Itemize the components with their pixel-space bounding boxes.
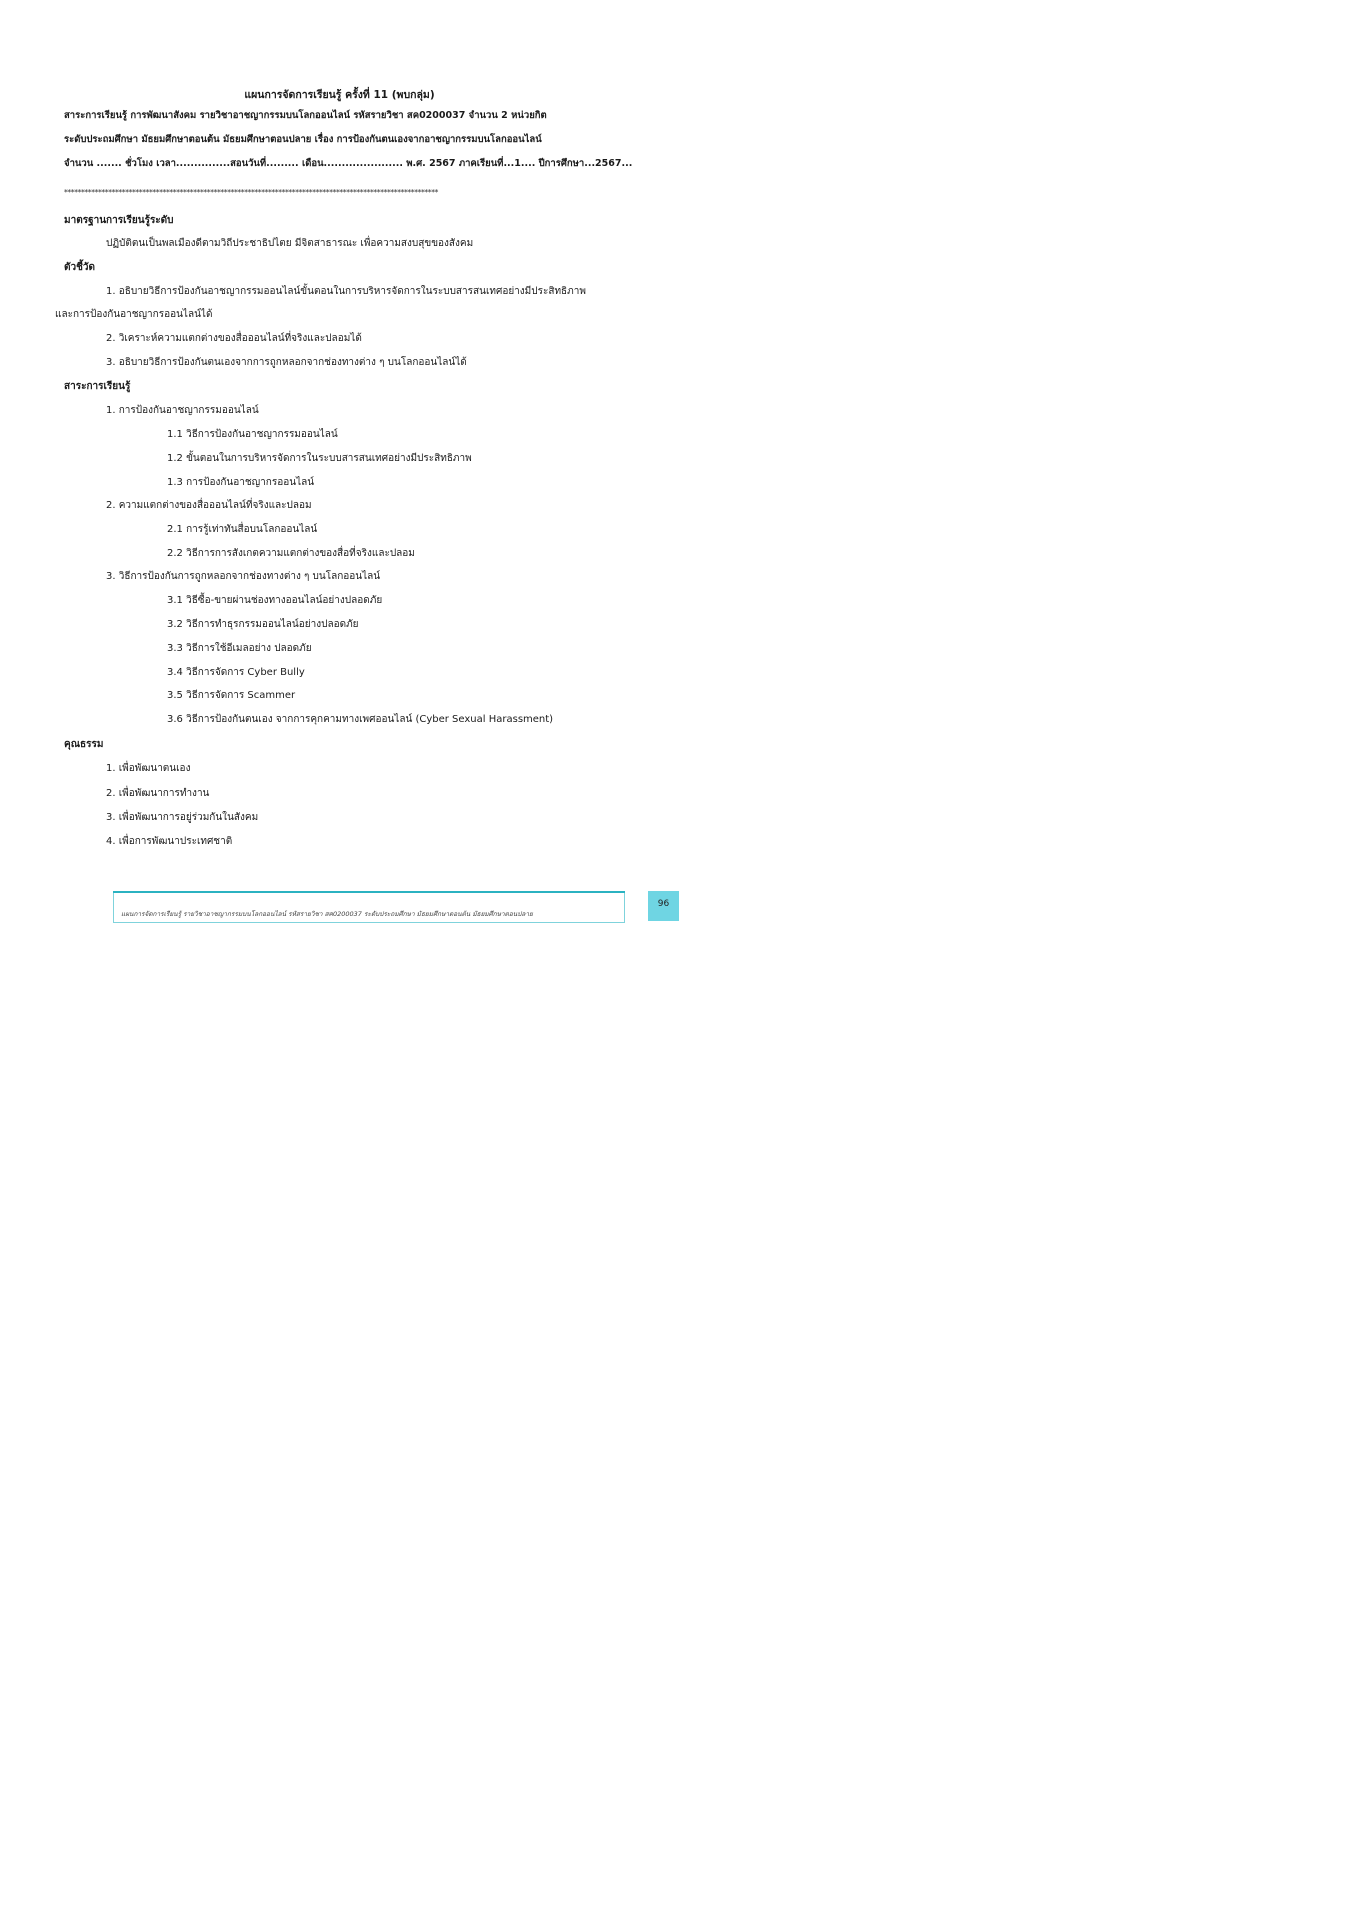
content-item-2-2: 2.2 วิธีการการสังเกตความแตกต่างของสื่อที่จริงและปลอม xyxy=(167,548,415,559)
virtue-item-2: 2. เพื่อพัฒนาการทำงาน xyxy=(106,788,210,799)
content-item-1-1: 1.1 วิธีการป้องกันอาชญากรรมออนไลน์ xyxy=(167,429,338,440)
indicator-item-3: 3. อธิบายวิธีการป้องกันตนเองจากการถูกหลอกจากช่องทางต่าง ๆ บนโลกออนไลน์ได้ xyxy=(106,357,467,368)
content-item-2: 2. ความแตกต่างของสื่อออนไลน์ที่จริงและปลอม xyxy=(106,500,312,511)
content-item-1: 1. การป้องกันอาชญากรรมออนไลน์ xyxy=(106,405,259,416)
content-item-3-1: 3.1 วิธีซื้อ-ขายผ่านช่องทางออนไลน์อย่างปลอดภัย xyxy=(167,595,383,606)
standard-heading: มาตรฐานการเรียนรู้ระดับ xyxy=(64,215,174,226)
indicator-item-2: 2. วิเคราะห์ความแตกต่างของสื่อออนไลน์ที่จริงและปลอมได้ xyxy=(106,333,362,344)
standard-text: ปฏิบัติตนเป็นพลเมืองดีตามวิถีประชาธิปไตย มีจิตสาธารณะ เพื่อความสงบสุขของสังคม xyxy=(106,238,474,249)
content-item-1-3: 1.3 การป้องกันอาชญากรออนไลน์ xyxy=(167,477,315,488)
footer-text: แผนการจัดการเรียนรู้ รายวิชาอาชญากรรมบนโลกออนไลน์ รหัสรายวิชา สค0200037 ระดับประถมศึกษา มัธยมศึกษาตอนต้น มัธยมศึกษาตอนปลาย xyxy=(121,910,533,918)
content-item-1-2: 1.2 ขั้นตอนในการบริหารจัดการในระบบสารสนเทศอย่างมีประสิทธิภาพ xyxy=(167,453,472,464)
content-item-3-5: 3.5 วิธีการจัดการ Scammer xyxy=(167,690,296,701)
content-heading: สาระการเรียนรู้ xyxy=(64,381,131,392)
header-schedule-line: จำนวน ....... ชั่วโมง เวลา...............สอนวันที่......... เดือน...................... พ.ศ. 2567 ภาคเรียนที่...1.... ปีการศึกษา...2567... xyxy=(64,158,633,169)
indicators-heading: ตัวชี้วัด xyxy=(64,262,96,273)
indicator-item-1-cont: และการป้องกันอาชญากรออนไลน์ได้ xyxy=(55,309,213,320)
separator-line: ************************************************************************************************************** xyxy=(64,188,439,197)
virtue-heading: คุณธรรม xyxy=(64,739,104,750)
page-title: แผนการจัดการเรียนรู้ ครั้งที่ 11 (พบกลุ่ม) xyxy=(244,89,435,101)
content-item-3-4: 3.4 วิธีการจัดการ Cyber Bully xyxy=(167,667,305,678)
header-level-line: ระดับประถมศึกษา มัธยมศึกษาตอนต้น มัธยมศึกษาตอนปลาย เรื่อง การป้องกันตนเองจากอาชญากรรมบนโลกออนไลน์ xyxy=(64,134,542,145)
header-subject-line: สาระการเรียนรู้ การพัฒนาสังคม รายวิชาอาชญากรรมบนโลกออนไลน์ รหัสรายวิชา สค0200037 จำนวน 2 หน่วยกิต xyxy=(64,110,547,121)
footer-accent-line xyxy=(113,891,625,893)
virtue-item-1: 1. เพื่อพัฒนาตนเอง xyxy=(106,763,191,774)
indicator-item-1: 1. อธิบายวิธีการป้องกันอาชญากรรมออนไลน์ขั้นตอนในการบริหารจัดการในระบบสารสนเทศอย่างมีประสิทธิภาพ xyxy=(106,286,586,297)
content-item-3-6: 3.6 วิธีการป้องกันตนเอง จากการคุกคามทางเพศออนไลน์ (Cyber Sexual Harassment) xyxy=(167,714,554,725)
content-item-2-1: 2.1 การรู้เท่าทันสื่อบนโลกออนไลน์ xyxy=(167,524,318,535)
virtue-item-4: 4. เพื่อการพัฒนาประเทศชาติ xyxy=(106,836,233,847)
content-item-3: 3. วิธีการป้องกันการถูกหลอกจากช่องทางต่าง ๆ บนโลกออนไลน์ xyxy=(106,571,381,582)
page-number: 96 xyxy=(657,899,670,909)
content-item-3-2: 3.2 วิธีการทำธุรกรรมออนไลน์อย่างปลอดภัย xyxy=(167,619,359,630)
content-item-3-3: 3.3 วิธีการใช้อีเมลอย่าง ปลอดภัย xyxy=(167,643,312,654)
virtue-item-3: 3. เพื่อพัฒนาการอยู่ร่วมกันในสังคม xyxy=(106,812,259,823)
